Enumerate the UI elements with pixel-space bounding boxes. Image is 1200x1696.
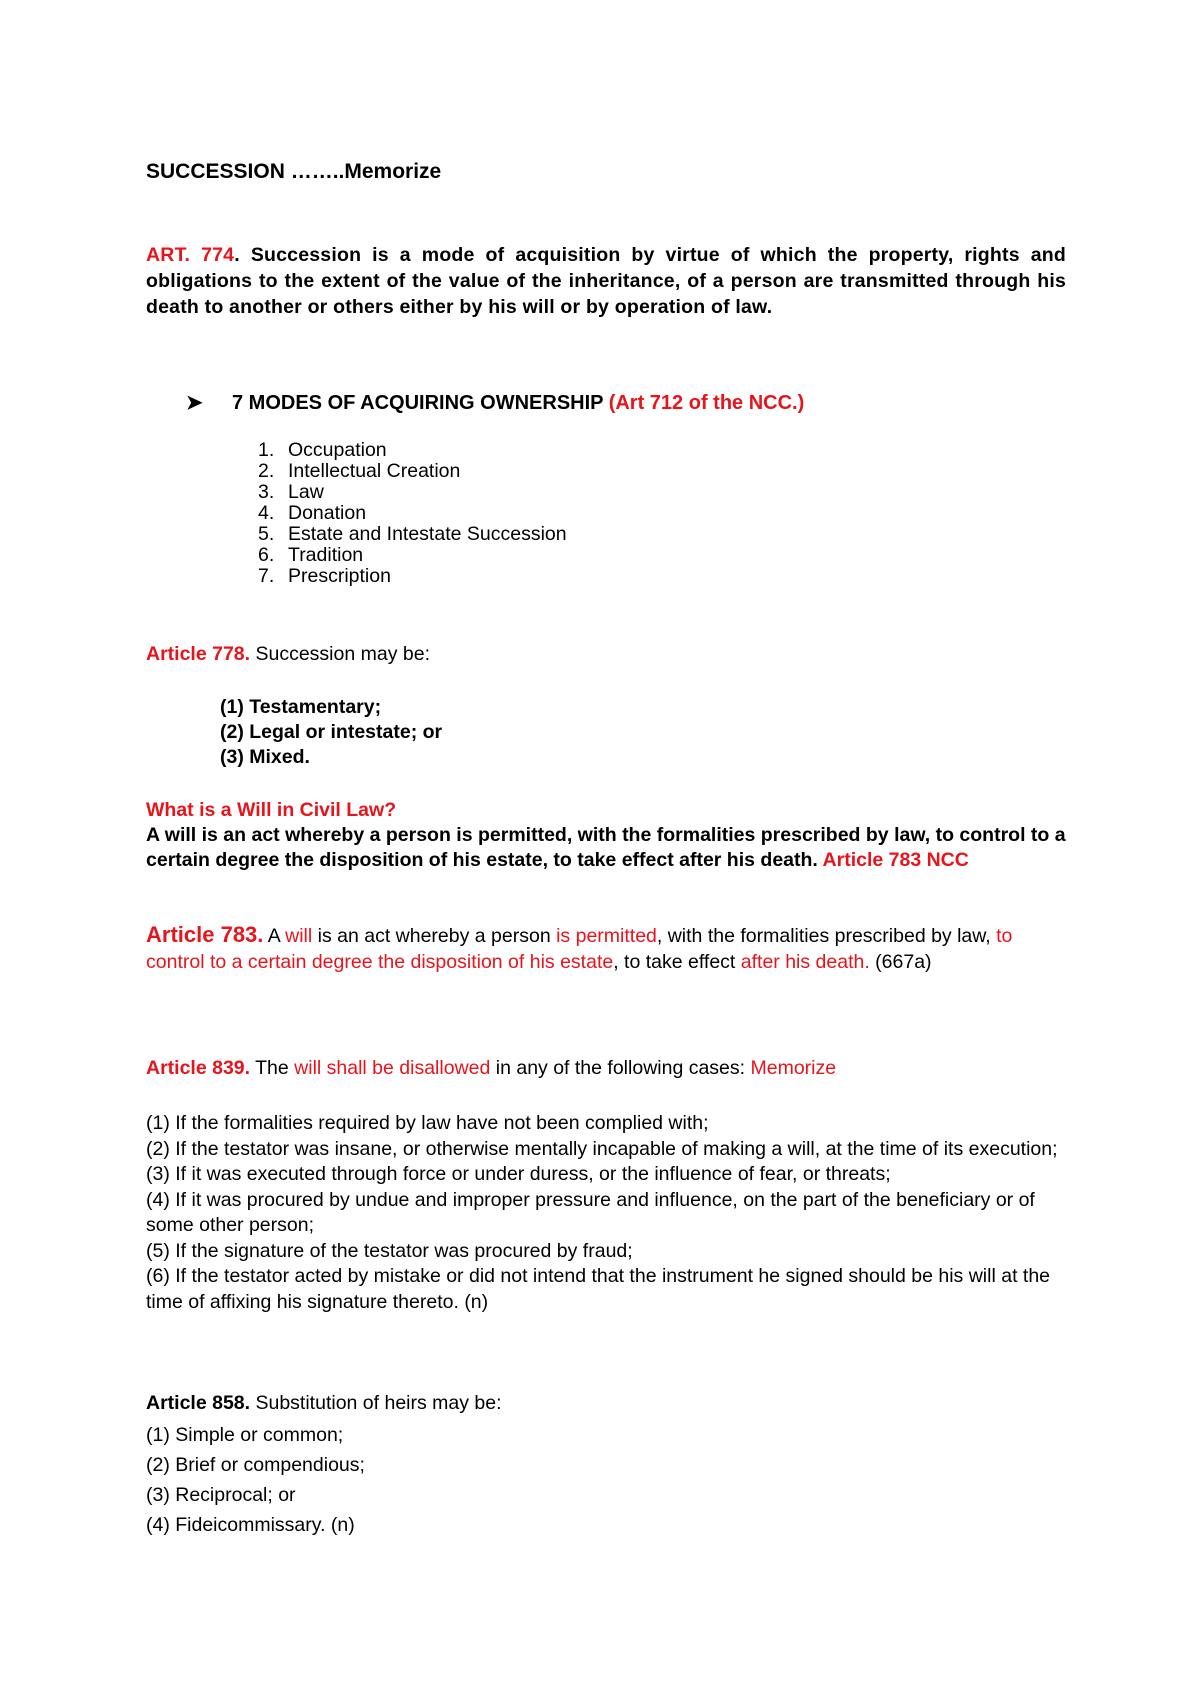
- modes-list: [258, 440, 1178, 587]
- list-item: 4. Donation: [258, 502, 367, 524]
- list-item: (1) If the formalities required by law have not been complied with;: [146, 1112, 709, 1134]
- will-answer-reference: Article 783 NCC: [822, 849, 969, 871]
- article-839-label: Article 839.: [146, 1057, 251, 1079]
- list-item: (3) If it was executed through force or under duress, or the influence of fear, or threats;: [146, 1163, 891, 1185]
- list-item: (1) Testamentary;: [220, 696, 382, 718]
- modes-reference: (Art 712 of the NCC.): [608, 392, 805, 414]
- article-783: Article 783. A will is an act whereby a person is permitted, with the formalities prescribed by law, to control to a certain degree the disposition of his estate, to take effect after his death. (667a): [146, 922, 1013, 973]
- list-item: (6) If the testator acted by mistake or did not intend that the instrument he signed should be his will at the time of affixing his signature thereto. (n): [146, 1265, 1051, 1313]
- list-item: (2) If the testator was insane, or otherwise mentally incapable of making a will, at the time of its execution;: [146, 1137, 1058, 1160]
- list-item: (4) If it was procured by undue and improper pressure and influence, on the part of the beneficiary or of some other person;: [146, 1188, 1035, 1236]
- article-778: [146, 643, 1066, 666]
- article-774-label: ART. 774: [146, 244, 235, 266]
- arrow-bullet-icon: ➤: [186, 392, 203, 414]
- list-item: (2) Brief or compendious;: [146, 1454, 365, 1476]
- substitution-list: [146, 1420, 1066, 1540]
- document-title: SUCCESSION ……..Memorize: [146, 160, 442, 183]
- article-858: Article 858. Substitution of heirs may be:: [146, 1392, 502, 1414]
- succession-kinds-list: [220, 695, 1140, 770]
- list-item: (4) Fideicommissary. (n): [146, 1514, 355, 1536]
- article-774-text: . Succession is a mode of acquisition by virtue of which the property, rights and obligations to the extent of the value of the inheritance, of a person are transmitted through his death to another or others either by his will or by operation of law.: [146, 244, 1066, 318]
- list-item: 5. Estate and Intestate Succession: [258, 523, 567, 545]
- disallowance-cases-list: [146, 1111, 1066, 1315]
- list-item: 2. Intellectual Creation: [258, 460, 461, 482]
- article-858-label: Article 858.: [146, 1392, 251, 1414]
- will-question-heading: What is a Will in Civil Law?: [146, 799, 397, 821]
- list-item: (1) Simple or common;: [146, 1424, 344, 1446]
- list-item: (5) If the signature of the testator was procured by fraud;: [146, 1239, 633, 1262]
- list-item: 7. Prescription: [258, 565, 391, 587]
- article-774: [146, 242, 1066, 320]
- article-778-label: Article 778.: [146, 643, 251, 665]
- article-783-label: Article 783.: [146, 922, 264, 947]
- list-item: (3) Reciprocal; or: [146, 1484, 296, 1506]
- modes-heading: [186, 390, 1106, 415]
- modes-heading-text: 7 MODES OF ACQUIRING OWNERSHIP: [232, 392, 609, 414]
- list-item: 1. Occupation: [258, 439, 387, 461]
- list-item: (2) Legal or intestate; or: [220, 721, 443, 743]
- article-778-text: Succession may be:: [250, 643, 430, 665]
- will-answer: A will is an act whereby a person is permitted, with the formalities prescribed by law, to control to a certain degree the disposition of his estate, to take effect after his death. Article 783 NCC: [146, 824, 1066, 871]
- list-item: (3) Mixed.: [220, 746, 310, 768]
- will-question: [146, 798, 1066, 873]
- list-item: 6. Tradition: [258, 544, 364, 566]
- list-item: 3. Law: [258, 481, 324, 503]
- article-839: Article 839. The will shall be disallowed in any of the following cases: Memorize: [146, 1057, 837, 1079]
